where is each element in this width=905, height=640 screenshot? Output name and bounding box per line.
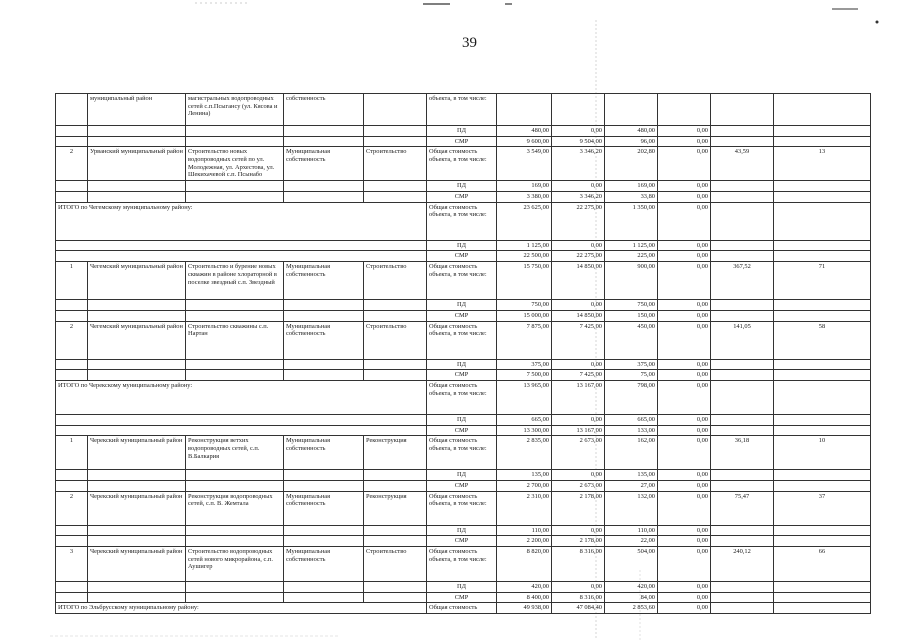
total-row: ПД 665,00 0,00 665,00 0,00 bbox=[56, 414, 871, 425]
table-row: ПД 420,00 0,00 420,00 0,00 bbox=[56, 582, 871, 593]
table-row: ПД 169,00 0,00 169,00 0,00 bbox=[56, 181, 871, 192]
table-row: СМР 8 400,00 8 316,00 84,00 0,00 bbox=[56, 592, 871, 603]
table-row: ПД 750,00 0,00 750,00 0,00 bbox=[56, 300, 871, 311]
table-row: 2 Чегемский муниципальный район Строительство скважины с.п. Нартан Муниципальная собственность Строительство Общая стоимость объекта, в том числе: 7 875,00 7 425,00 450,00 0,00 141,05 58 bbox=[56, 321, 871, 359]
total-row: СМР 22 500,00 22 275,00 225,00 0,00 bbox=[56, 251, 871, 262]
total-row: СМР 13 300,00 13 167,00 133,00 0,00 bbox=[56, 425, 871, 436]
table-row: 2 Урванский муниципальный район Строительство новых водопроводных сетей по ул. Молодежная, ул. Архестова, ул. Шекихачевой с.п. Псынабо Муниципальная собственность Строительство Общая стоимость объекта, в том числе: 3 549,00 3 346,20 202,80 0,00 43,59 13 bbox=[56, 147, 871, 181]
total-row: ИТОГО по Черекскому муниципальному району: Общая стоимость объекта, в том числе: 13 965,00 13 167,00 798,00 0,00 bbox=[56, 380, 871, 414]
table-row: СМР 2 700,00 2 673,00 27,00 0,00 bbox=[56, 480, 871, 491]
table-row: СМР 3 380,00 3 346,20 33,80 0,00 bbox=[56, 192, 871, 203]
total-row: ИТОГО по Эльбрусскому муниципальному району: Общая стоимость 49 938,00 47 084,40 2 853,60 0,00 bbox=[56, 603, 871, 614]
table-row: ПД 110,00 0,00 110,00 0,00 bbox=[56, 525, 871, 536]
budget-table bbox=[55, 93, 871, 614]
table-row: СМР 9 600,00 9 504,00 96,00 0,00 bbox=[56, 136, 871, 147]
table-row: ПД 375,00 0,00 375,00 0,00 bbox=[56, 359, 871, 370]
table-row: ПД 135,00 0,00 135,00 0,00 bbox=[56, 470, 871, 481]
total-row: ИТОГО по Чегемскому муниципальному району: Общая стоимость объекта, в том числе: 23 625,00 22 275,00 1 350,00 0,00 bbox=[56, 202, 871, 240]
table-row: муниципальный район магистральных водопроводных сетей с.п.Псыгансу (ул. Кясова и Ленина) собственность объекта, в том числе: bbox=[56, 94, 871, 126]
page-number: 39 bbox=[462, 35, 477, 51]
total-row: ПД 1 125,00 0,00 1 125,00 0,00 bbox=[56, 240, 871, 251]
table-row: 1 Черекский муниципальный район Реконструкция ветхих водопроводных сетей, с.п. В.Балкария Муниципальная собственность Реконструкция Общая стоимость объекта, в том числе: 2 835,00 2 673,00 162,00 0,00 36,18 10 bbox=[56, 436, 871, 470]
table-row: СМР 15 000,00 14 850,00 150,00 0,00 bbox=[56, 310, 871, 321]
table-row: 2 Черекский муниципальный район Реконструкция водопроводных сетей, с.п. В. Жемтала Муниципальная собственность Реконструкция Общая стоимость объекта, в том числе: 2 310,00 2 178,00 132,00 0,00 75,47 37 bbox=[56, 491, 871, 525]
table-row: 1 Чегемский муниципальный район Строительство и бурение новых скважин в районе хлораторной в поселке звездный с.п. Звездный Муниципальная собственность Строительство Общая стоимость объекта, в том числе: 15 750,00 14 850,00 900,00 0,00 367,52 71 bbox=[56, 262, 871, 300]
table-row: ПД 480,00 0,00 480,00 0,00 bbox=[56, 126, 871, 137]
table-row: СМР 2 200,00 2 178,00 22,00 0,00 bbox=[56, 536, 871, 547]
table-row: 3 Черекский муниципальный район Строительство водопроводных сетей нового микрорайона, с.п. Аушигер Муниципальная собственность Строительство Общая стоимость объекта, в том числе: 8 820,00 8 316,00 504,00 0,00 240,12 66 bbox=[56, 547, 871, 582]
table-row: СМР 7 500,00 7 425,00 75,00 0,00 bbox=[56, 370, 871, 381]
